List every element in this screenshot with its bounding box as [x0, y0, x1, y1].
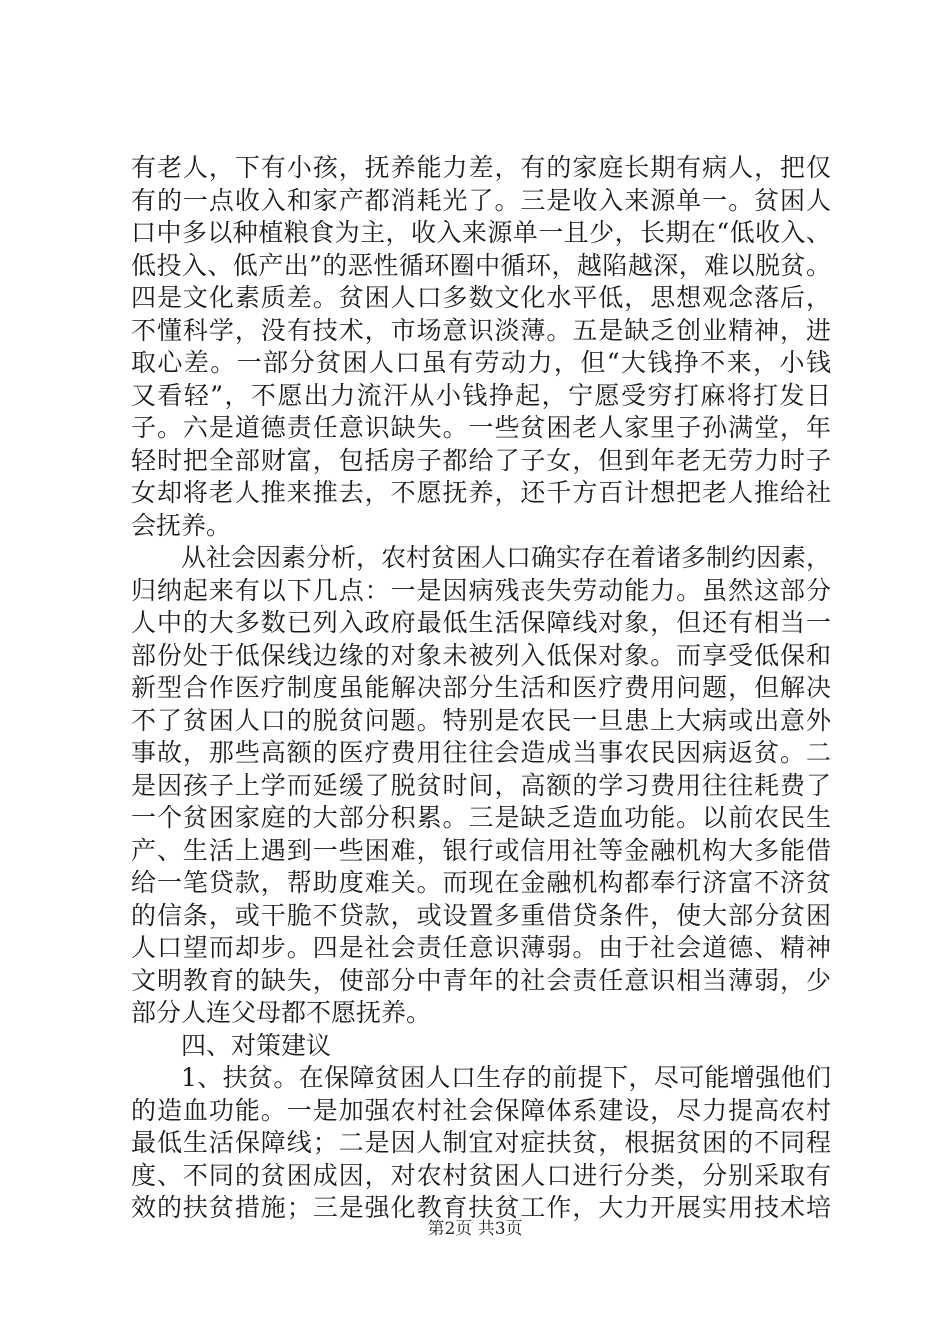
text-line: 给一笔贷款，帮助度难关。而现在金融机构都奉行济富不济贫 [131, 868, 831, 897]
text-line: 子。六是道德责任意识缺失。一些贫困老人家里子孙满堂，年 [131, 413, 831, 442]
text-line: 四、对策建议 [181, 1030, 332, 1060]
text-line: 又看轻”，不愿出力流汗从小钱挣起，宁愿受穷打麻将打发日 [131, 380, 831, 410]
section-heading [131, 1030, 831, 1063]
page-footer: 第2页 共3页 [427, 1219, 523, 1239]
text-line: 人口望而却步。四是社会责任意识薄弱。由于社会道德、精神 [131, 933, 831, 962]
text-line: 人中的大多数已列入政府最低生活保障线对象，但还有相当一 [131, 608, 831, 637]
text-line: 一个贫困家庭的大部分积累。三是缺乏造血功能。以前农民生 [131, 803, 831, 832]
text-line: 低投入、低产出”的恶性循环圈中循环，越陷越深，难以脱贫。 [131, 250, 831, 280]
text-line: 最低生活保障线；二是因人制宜对症扶贫，根据贫困的不同程 [131, 1128, 831, 1157]
text-line: 归纳起来有以下几点：一是因病残丧失劳动能力。虽然这部分 [131, 575, 831, 605]
text-line: 从社会因素分析，农村贫困人口确实存在着诸多制约因素， [181, 543, 832, 572]
paragraph [131, 152, 831, 542]
text-line: 女却将老人推来推去，不愿抚养，还千方百计想把老人推给社 [131, 478, 831, 507]
text-line: 部分人连父母都不愿抚养。 [131, 998, 432, 1027]
document-body [131, 152, 831, 1225]
text-line: 有的一点收入和家产都消耗光了。三是收入来源单一。贫困人 [131, 185, 831, 215]
text-line: 部份处于低保线边缘的对象未被列入低保对象。而享受低保和 [131, 640, 831, 670]
text-line: 新型合作医疗制度虽能解决部分生活和医疗费用问题，但解决 [131, 673, 831, 702]
text-line: 1、扶贫。在保障贫困人口生存的前提下，尽可能增强他们 [181, 1063, 831, 1092]
text-line: 的造血功能。一是加强农村社会保障体系建设，尽力提高农村 [131, 1095, 831, 1125]
text-line: 的信条，或干脆不贷款，或设置多重借贷条件，使大部分贫困 [131, 900, 831, 930]
paragraph [131, 1062, 831, 1225]
text-line: 效的扶贫措施；三是强化教育扶贫工作，大力开展实用技术培 [131, 1193, 831, 1222]
text-line: 不懂科学，没有技术，市场意识淡薄。五是缺乏创业精神，进 [131, 315, 831, 345]
text-line: 有老人，下有小孩，抚养能力差，有的家庭长期有病人，把仅 [131, 153, 831, 182]
text-line: 取心差。一部分贫困人口虽有劳动力，但“大钱挣不来，小钱 [131, 348, 831, 377]
text-line: 文明教育的缺失，使部分中青年的社会责任意识相当薄弱，少 [131, 965, 831, 995]
text-line: 口中多以种植粮食为主，收入来源单一且少，长期在“低收入、 [131, 218, 831, 247]
text-line: 度、不同的贫困成因，对农村贫困人口进行分类，分别采取有 [131, 1160, 831, 1190]
text-line: 是因孩子上学而延缓了脱贫时间，高额的学习费用往往耗费了 [131, 770, 831, 800]
text-line: 事故，那些高额的医疗费用往往会造成当事农民因病返贫。二 [131, 738, 831, 767]
text-line: 轻时把全部财富，包括房子都给了子女，但到年老无劳力时子 [131, 445, 831, 475]
paragraph [131, 542, 831, 1030]
text-line: 会抚养。 [131, 510, 232, 540]
text-line: 产、生活上遇到一些困难，银行或信用社等金融机构大多能借 [131, 835, 831, 865]
text-line: 不了贫困人口的脱贫问题。特别是农民一旦患上大病或出意外 [131, 705, 831, 735]
text-line: 四是文化素质差。贫困人口多数文化水平低，思想观念落后， [131, 283, 831, 312]
